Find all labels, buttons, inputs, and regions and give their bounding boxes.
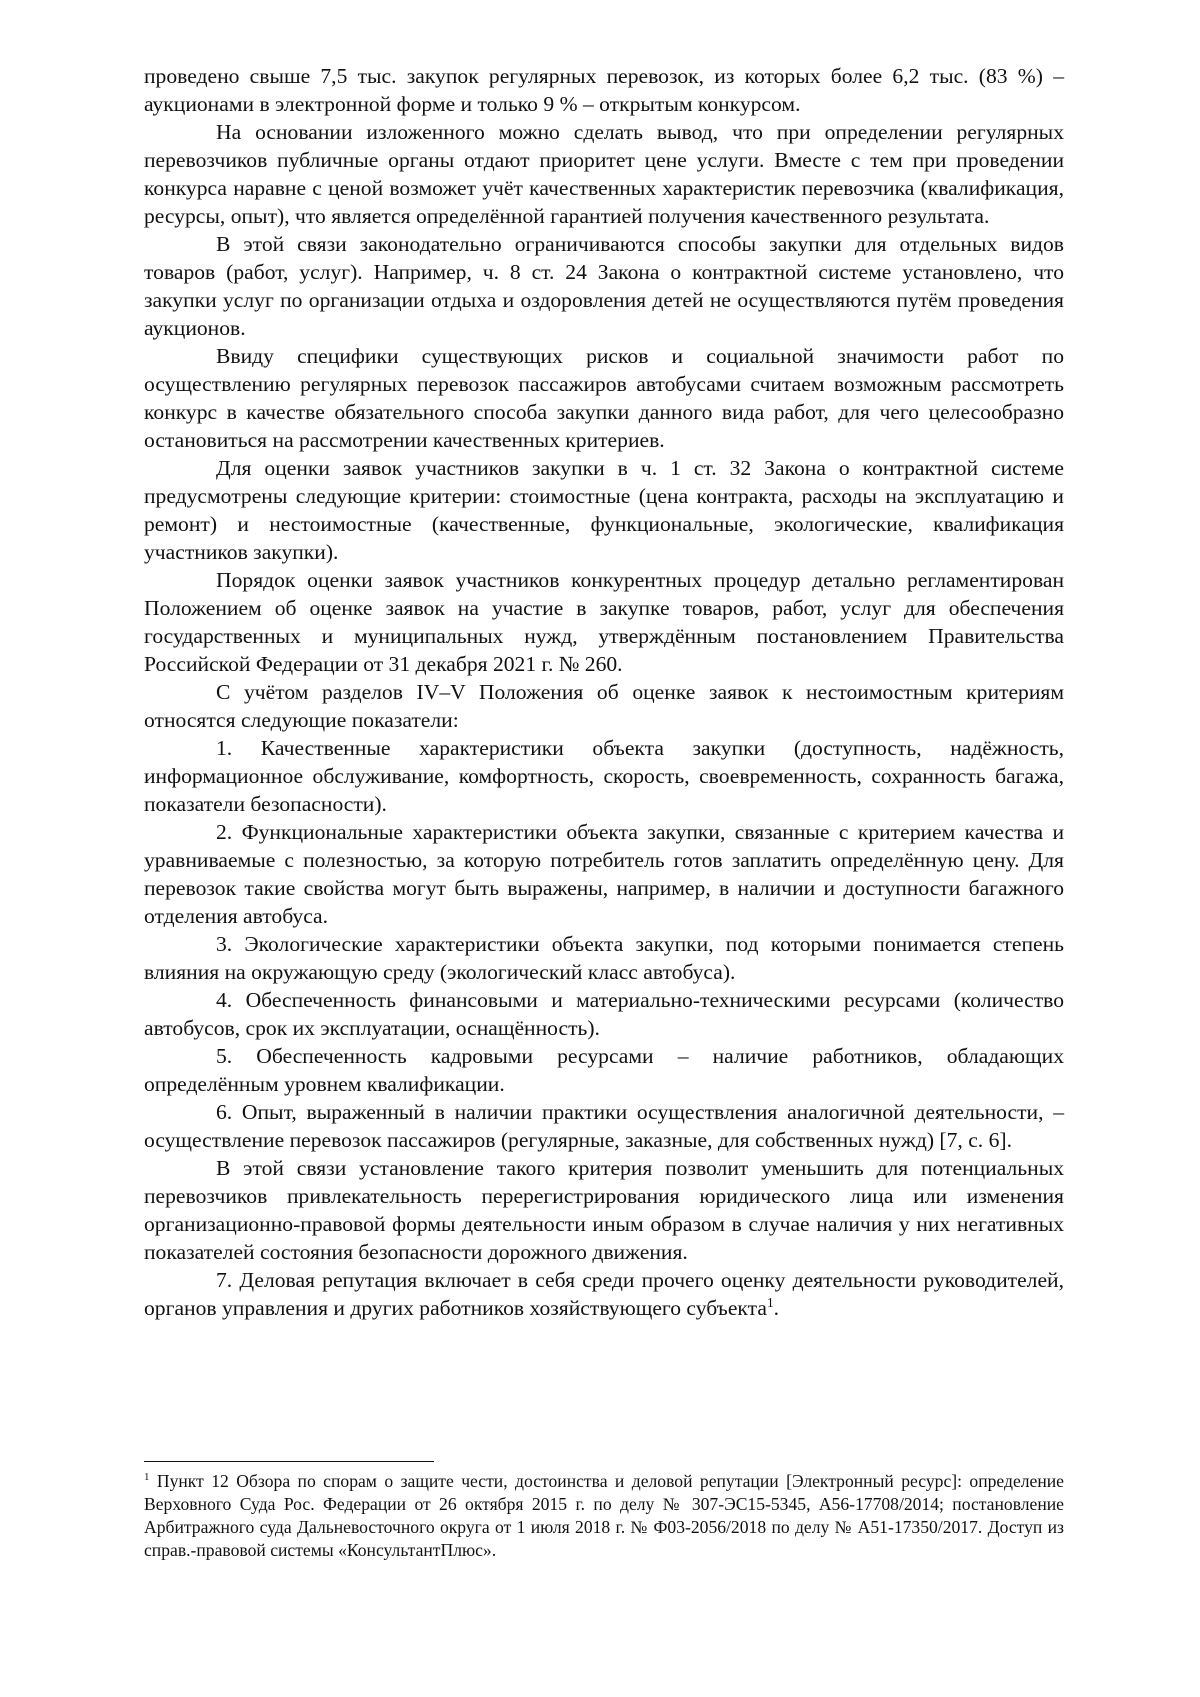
paragraph-7: С учётом разделов IV–V Положения об оценке заявок к нестоимостным критериям относятся следующие показатели: [144,680,1064,732]
paragraph-2: На основании изложенного можно сделать вывод, что при определении регулярных перевозчиков публичные органы отдают приоритет цене услуги. Вместе с тем при проведении конкурса наравне с ценой возможет учёт качественных характеристик перевозчика (квалификация, ресурсы, опыт), что является определённой гарантией получения качественного результата. [144,120,1064,228]
paragraph-3: В этой связи законодательно ограничиваются способы закупки для отдельных видов товаров (работ, услуг). Например, ч. 8 ст. 24 Закона о контрактной системе установлено, что закупки услуг по организации отдыха и оздоровления детей не осуществляются путём проведения аукционов. [144,232,1064,340]
paragraph-5: Для оценки заявок участников закупки в ч. 1 ст. 32 Закона о контрактной системе предусмотрены следующие критерии: стоимостные (цена контракта, расходы на эксплуатацию и ремонт) и нестоимостные (качественные, функциональные, экологические, квалификация участников закупки). [144,456,1064,564]
list-item-6: 6. Опыт, выраженный в наличии практики осуществления аналогичной деятельности, – осуществление перевозок пассажиров (регулярные, заказные, для собственных нужд) [7, с. 6]. [144,1100,1064,1152]
footnote-1 [144,1470,1064,1562]
list-item-1: 1. Качественные характеристики объекта закупки (доступность, надёжность, информационное обслуживание, комфортность, скорость, своевременность, сохранность багажа, показатели безопасности). [144,736,1064,816]
list-item-3: 3. Экологические характеристики объекта закупки, под которыми понимается степень влияния на окружающую среду (экологический класс автобуса). [144,932,1064,984]
footnote-text: Пункт 12 Обзора по спорам о защите чести, достоинства и деловой репутации [Электронный ресурс]: определение Верховного Суда Рос. Федерации от 26 октября 2015 г. по делу № 307-ЭС15-5345, А56-17708/2014; постановление Арбитражного суда Дальневосточного округа от 1 июля 2018 г. № Ф03-2056/2018 по делу № А51-17350/2017. Доступ из справ.-правовой системы «КонсультантПлюс». [144,1471,1064,1560]
list-item-5: 5. Обеспеченность кадровыми ресурсами – наличие работников, обладающих определённым уровнем квалификации. [144,1044,1064,1096]
list-item-7-text: 7. Деловая репутация включает в себя среди прочего оценку деятельности руководителей, органов управления и других работников хозяйствующего субъекта [144,1268,1064,1320]
paragraph-1: проведено свыше 7,5 тыс. закупок регулярных перевозок, из которых более 6,2 тыс. (83 %) – аукционами в электронной форме и только 9 % – открытым конкурсом. [144,64,1064,116]
document-body [144,62,1064,1322]
paragraph-4: Ввиду специфики существующих рисков и социальной значимости работ по осуществлению регулярных перевозок пассажиров автобусами считаем возможным рассмотреть конкурс в качестве обязательного способа закупки данного вида работ, для чего целесообразно остановиться на рассмотрении качественных критериев. [144,344,1064,452]
list-item-7 [144,1266,1064,1322]
paragraph-6: Порядок оценки заявок участников конкурентных процедур детально регламентирован Положением об оценке заявок на участие в закупке товаров, работ, услуг для обеспечения государственных и муниципальных нужд, утверждённым постановлением Правительства Российской Федерации от 31 декабря 2021 г. № 260. [144,568,1064,676]
footnote-divider [144,1461,434,1462]
list-item-7-end: . [773,1296,780,1320]
footnote-marker: 1 [144,1471,150,1484]
paragraph-8: В этой связи установление такого критерия позволит уменьшить для потенциальных перевозчиков привлекательность перерегистрирования юридического лица или изменения организационно-правовой формы деятельности иным образом в случае наличия у них негативных показателей состояния безопасности дорожного движения. [144,1156,1064,1264]
footnote-reference: 1 [766,1294,774,1310]
list-item-4: 4. Обеспеченность финансовыми и материально-техническими ресурсами (количество автобусов, срок их эксплуатации, оснащённость). [144,988,1064,1040]
footnotes [144,1470,1064,1562]
list-item-2: 2. Функциональные характеристики объекта закупки, связанные с критерием качества и уравниваемые с полезностью, за которую потребитель готов заплатить определённую цену. Для перевозок такие свойства могут быть выражены, например, в наличии и доступности багажного отделения автобуса. [144,820,1064,928]
